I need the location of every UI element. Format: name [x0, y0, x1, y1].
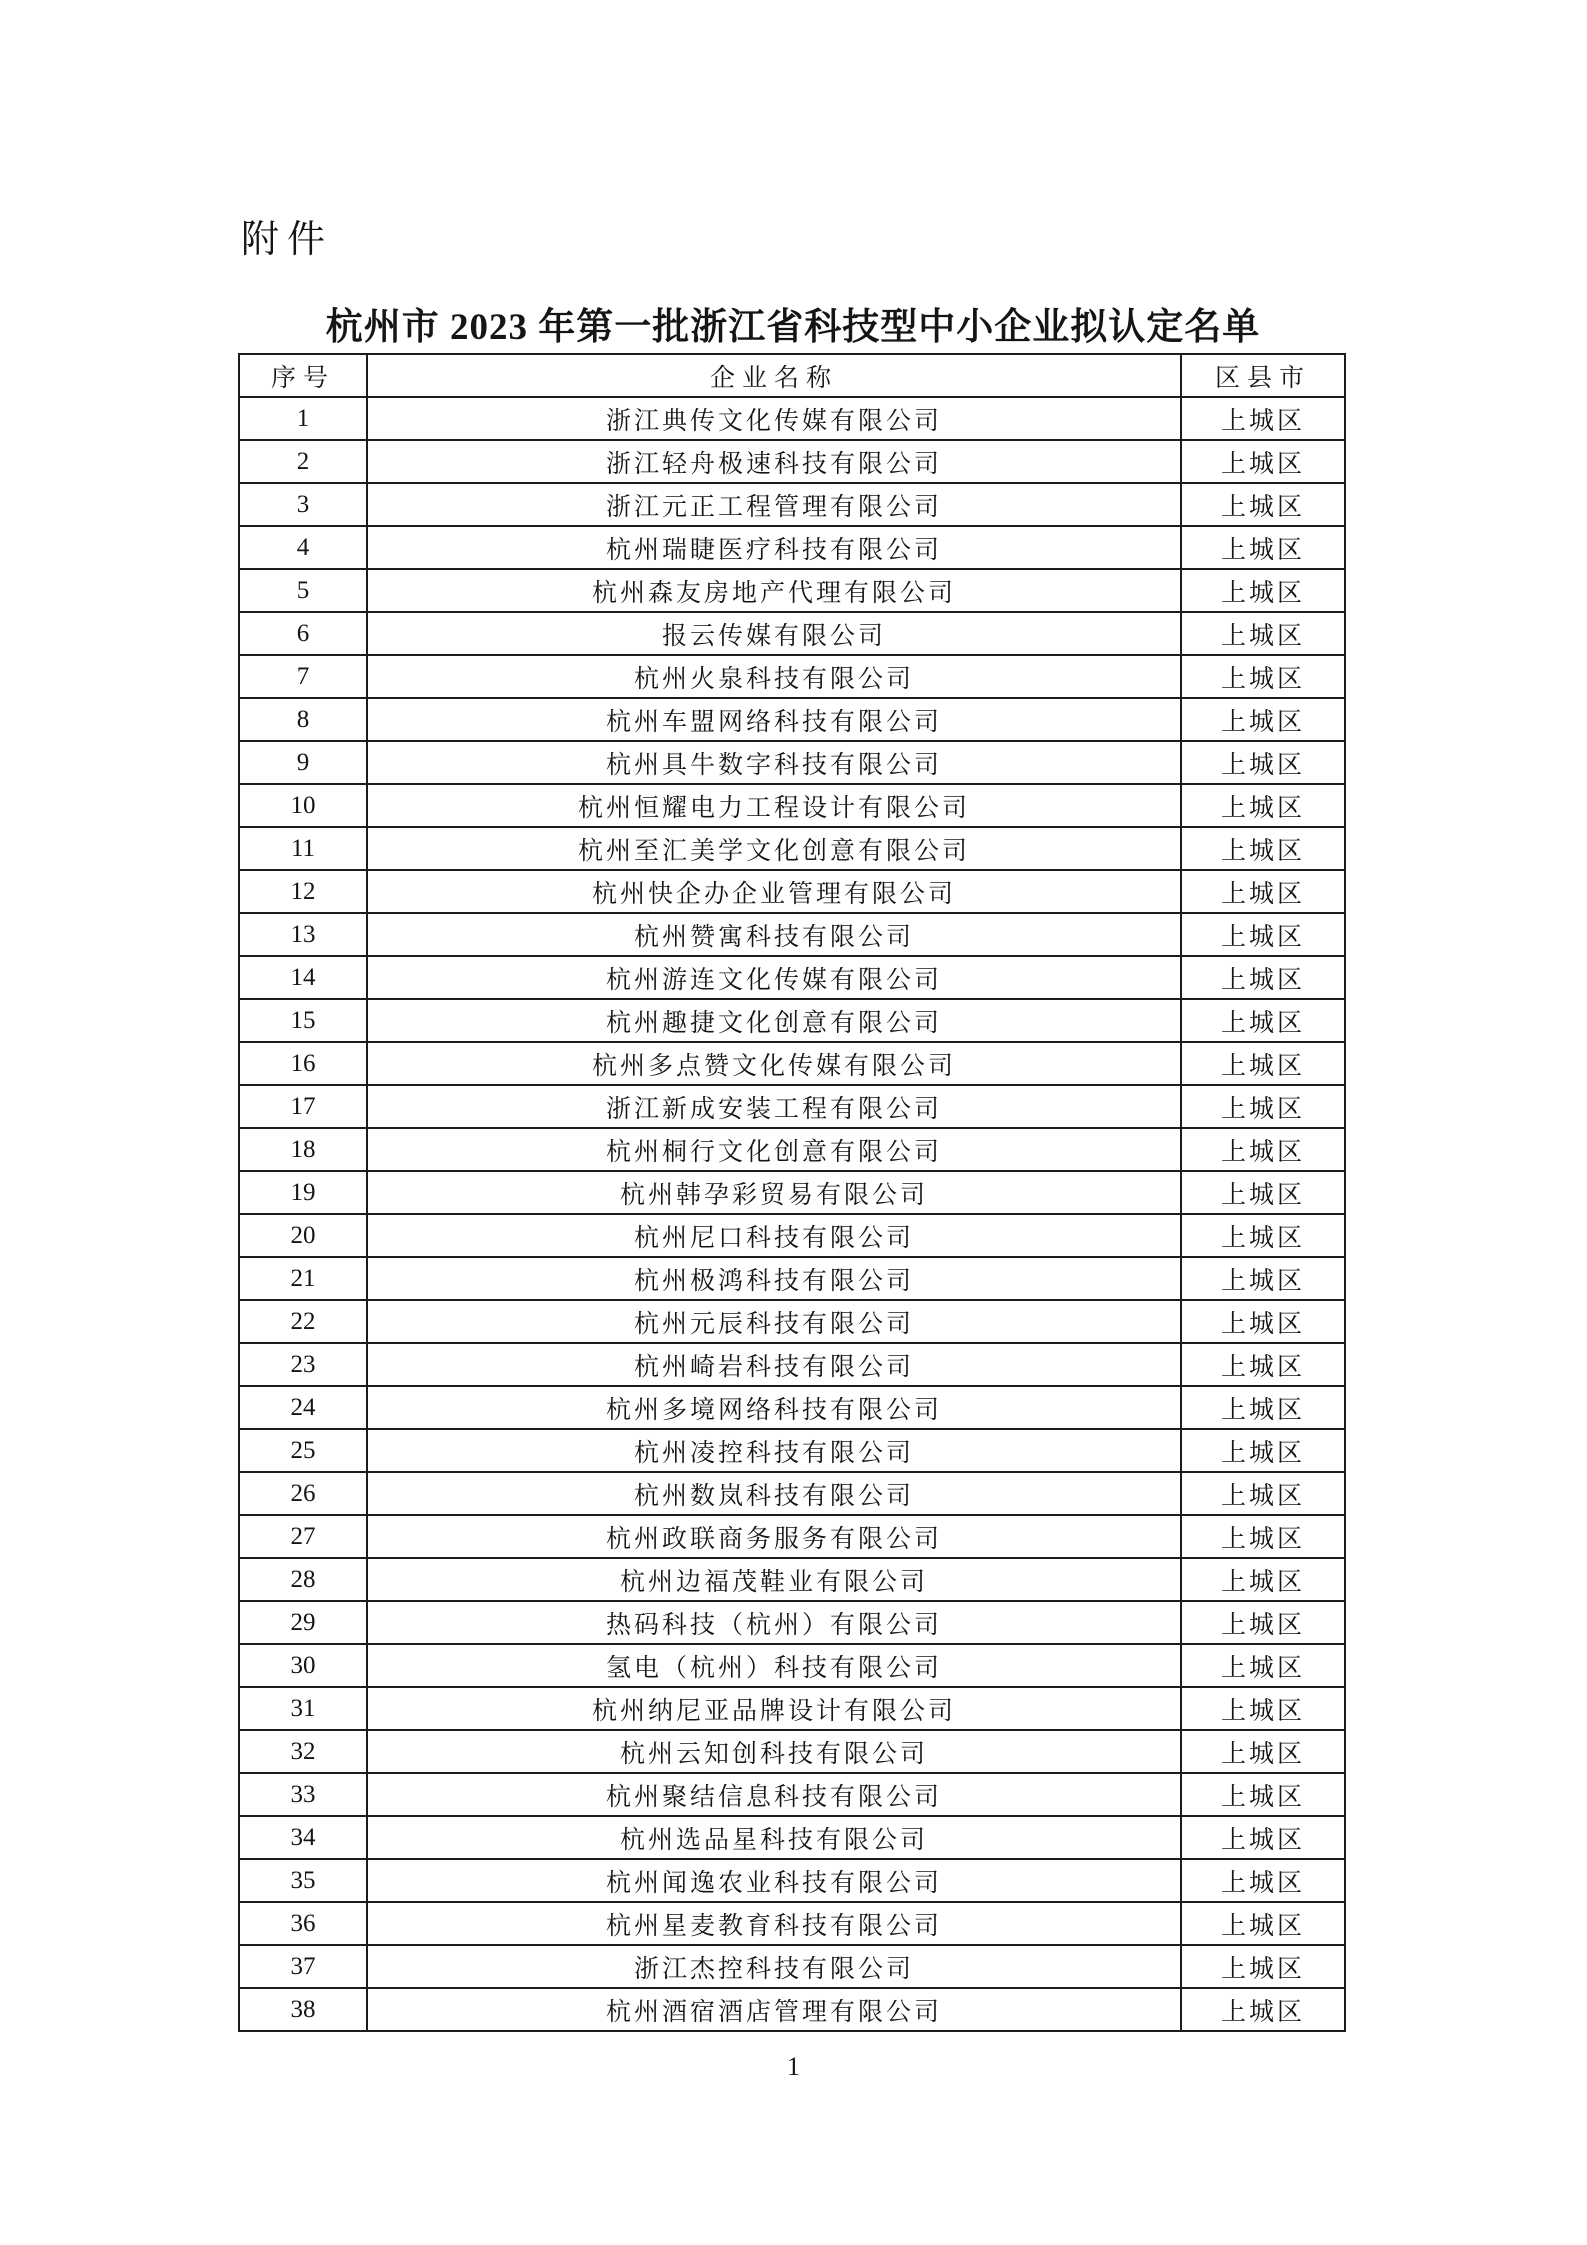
district-cell: 上城区 — [1181, 1558, 1345, 1601]
row-number-cell: 15 — [239, 999, 367, 1042]
row-number-cell: 10 — [239, 784, 367, 827]
company-name-cell: 浙江杰控科技有限公司 — [367, 1945, 1181, 1988]
page-number: 1 — [787, 2052, 800, 2081]
company-name-cell: 报云传媒有限公司 — [367, 612, 1181, 655]
district-cell: 上城区 — [1181, 1042, 1345, 1085]
row-number-cell: 24 — [239, 1386, 367, 1429]
district-cell: 上城区 — [1181, 440, 1345, 483]
row-number-cell: 38 — [239, 1988, 367, 2031]
row-number-cell: 21 — [239, 1257, 367, 1300]
company-name-cell: 杭州火泉科技有限公司 — [367, 655, 1181, 698]
company-name-cell: 杭州选品星科技有限公司 — [367, 1816, 1181, 1859]
company-name-cell: 氢电（杭州）科技有限公司 — [367, 1644, 1181, 1687]
district-cell: 上城区 — [1181, 1859, 1345, 1902]
district-cell: 上城区 — [1181, 1816, 1345, 1859]
company-name-cell: 杭州数岚科技有限公司 — [367, 1472, 1181, 1515]
table-row — [239, 1988, 1345, 2031]
table-row — [239, 1343, 1345, 1386]
row-number-cell: 3 — [239, 483, 367, 526]
district-cell: 上城区 — [1181, 1085, 1345, 1128]
row-number-cell: 9 — [239, 741, 367, 784]
table-row — [239, 698, 1345, 741]
company-name-cell: 杭州趣捷文化创意有限公司 — [367, 999, 1181, 1042]
district-cell: 上城区 — [1181, 827, 1345, 870]
district-cell: 上城区 — [1181, 1515, 1345, 1558]
district-cell: 上城区 — [1181, 569, 1345, 612]
district-cell: 上城区 — [1181, 913, 1345, 956]
company-name-cell: 杭州瑞睫医疗科技有限公司 — [367, 526, 1181, 569]
company-name-cell: 杭州多点赞文化传媒有限公司 — [367, 1042, 1181, 1085]
company-name-cell: 浙江轻舟极速科技有限公司 — [367, 440, 1181, 483]
company-name-cell: 杭州车盟网络科技有限公司 — [367, 698, 1181, 741]
row-number-cell: 22 — [239, 1300, 367, 1343]
district-cell: 上城区 — [1181, 612, 1345, 655]
company-name-cell: 杭州恒耀电力工程设计有限公司 — [367, 784, 1181, 827]
row-number-cell: 14 — [239, 956, 367, 999]
header-cell-company: 企业名称 — [367, 354, 1181, 397]
table-row — [239, 655, 1345, 698]
table-row — [239, 483, 1345, 526]
row-number-cell: 5 — [239, 569, 367, 612]
table-row — [239, 1171, 1345, 1214]
district-cell: 上城区 — [1181, 1730, 1345, 1773]
row-number-cell: 31 — [239, 1687, 367, 1730]
company-name-cell: 杭州桐行文化创意有限公司 — [367, 1128, 1181, 1171]
company-name-cell: 杭州纳尼亚品牌设计有限公司 — [367, 1687, 1181, 1730]
table-header-row — [239, 354, 1345, 397]
district-cell: 上城区 — [1181, 1773, 1345, 1816]
row-number-cell: 34 — [239, 1816, 367, 1859]
district-cell: 上城区 — [1181, 1343, 1345, 1386]
table-row — [239, 1601, 1345, 1644]
table-row — [239, 1902, 1345, 1945]
table-row — [239, 1300, 1345, 1343]
company-name-cell: 杭州云知创科技有限公司 — [367, 1730, 1181, 1773]
district-cell: 上城区 — [1181, 1945, 1345, 1988]
company-name-cell: 杭州韩孕彩贸易有限公司 — [367, 1171, 1181, 1214]
header-cell-district: 区县市 — [1181, 354, 1345, 397]
attachment-label: 附件 — [241, 219, 334, 261]
table-row — [239, 1386, 1345, 1429]
company-name-cell: 杭州极鸿科技有限公司 — [367, 1257, 1181, 1300]
district-cell: 上城区 — [1181, 1300, 1345, 1343]
row-number-cell: 35 — [239, 1859, 367, 1902]
company-name-cell: 杭州星麦教育科技有限公司 — [367, 1902, 1181, 1945]
row-number-cell: 1 — [239, 397, 367, 440]
company-name-cell: 杭州凌控科技有限公司 — [367, 1429, 1181, 1472]
table-row — [239, 1257, 1345, 1300]
table-row — [239, 913, 1345, 956]
district-cell: 上城区 — [1181, 1687, 1345, 1730]
company-name-cell: 杭州快企办企业管理有限公司 — [367, 870, 1181, 913]
table-row — [239, 1214, 1345, 1257]
table-row — [239, 1558, 1345, 1601]
table-row — [239, 870, 1345, 913]
company-name-cell: 杭州酒宿酒店管理有限公司 — [367, 1988, 1181, 2031]
row-number-cell: 26 — [239, 1472, 367, 1515]
row-number-cell: 28 — [239, 1558, 367, 1601]
row-number-cell: 16 — [239, 1042, 367, 1085]
table-row — [239, 1945, 1345, 1988]
table-row — [239, 1859, 1345, 1902]
row-number-cell: 4 — [239, 526, 367, 569]
companies-table — [238, 353, 1346, 2032]
table-row — [239, 1730, 1345, 1773]
district-cell: 上城区 — [1181, 698, 1345, 741]
row-number-cell: 7 — [239, 655, 367, 698]
row-number-cell: 23 — [239, 1343, 367, 1386]
district-cell: 上城区 — [1181, 1988, 1345, 2031]
company-name-cell: 杭州崎岩科技有限公司 — [367, 1343, 1181, 1386]
company-name-cell: 浙江新成安装工程有限公司 — [367, 1085, 1181, 1128]
district-cell: 上城区 — [1181, 999, 1345, 1042]
table-row — [239, 999, 1345, 1042]
row-number-cell: 37 — [239, 1945, 367, 1988]
table-row — [239, 526, 1345, 569]
company-name-cell: 杭州闻逸农业科技有限公司 — [367, 1859, 1181, 1902]
district-cell: 上城区 — [1181, 1128, 1345, 1171]
table-row — [239, 1644, 1345, 1687]
company-name-cell: 杭州具牛数字科技有限公司 — [367, 741, 1181, 784]
table-row — [239, 1429, 1345, 1472]
district-cell: 上城区 — [1181, 1601, 1345, 1644]
table-row — [239, 1042, 1345, 1085]
header-cell-no: 序号 — [239, 354, 367, 397]
company-name-cell: 杭州赞寓科技有限公司 — [367, 913, 1181, 956]
district-cell: 上城区 — [1181, 870, 1345, 913]
district-cell: 上城区 — [1181, 1386, 1345, 1429]
row-number-cell: 13 — [239, 913, 367, 956]
district-cell: 上城区 — [1181, 655, 1345, 698]
company-name-cell: 杭州元辰科技有限公司 — [367, 1300, 1181, 1343]
row-number-cell: 11 — [239, 827, 367, 870]
company-name-cell: 杭州聚结信息科技有限公司 — [367, 1773, 1181, 1816]
table-row — [239, 397, 1345, 440]
row-number-cell: 36 — [239, 1902, 367, 1945]
row-number-cell: 33 — [239, 1773, 367, 1816]
company-name-cell: 杭州多境网络科技有限公司 — [367, 1386, 1181, 1429]
row-number-cell: 17 — [239, 1085, 367, 1128]
table-row — [239, 1816, 1345, 1859]
district-cell: 上城区 — [1181, 956, 1345, 999]
row-number-cell: 8 — [239, 698, 367, 741]
table-row — [239, 1472, 1345, 1515]
table-row — [239, 741, 1345, 784]
district-cell: 上城区 — [1181, 1214, 1345, 1257]
district-cell: 上城区 — [1181, 1257, 1345, 1300]
table-row — [239, 1515, 1345, 1558]
table-row — [239, 1128, 1345, 1171]
row-number-cell: 19 — [239, 1171, 367, 1214]
district-cell: 上城区 — [1181, 526, 1345, 569]
row-number-cell: 18 — [239, 1128, 367, 1171]
row-number-cell: 27 — [239, 1515, 367, 1558]
company-name-cell: 杭州游连文化传媒有限公司 — [367, 956, 1181, 999]
table-row — [239, 1773, 1345, 1816]
company-name-cell: 热码科技（杭州）有限公司 — [367, 1601, 1181, 1644]
table-row — [239, 827, 1345, 870]
row-number-cell: 12 — [239, 870, 367, 913]
district-cell: 上城区 — [1181, 1171, 1345, 1214]
district-cell: 上城区 — [1181, 741, 1345, 784]
table-row — [239, 1085, 1345, 1128]
row-number-cell: 29 — [239, 1601, 367, 1644]
company-name-cell: 浙江典传文化传媒有限公司 — [367, 397, 1181, 440]
company-name-cell: 杭州边福茂鞋业有限公司 — [367, 1558, 1181, 1601]
table-row — [239, 956, 1345, 999]
row-number-cell: 32 — [239, 1730, 367, 1773]
table-row — [239, 784, 1345, 827]
company-name-cell: 杭州尼口科技有限公司 — [367, 1214, 1181, 1257]
row-number-cell: 2 — [239, 440, 367, 483]
district-cell: 上城区 — [1181, 397, 1345, 440]
page-title: 杭州市 2023 年第一批浙江省科技型中小企业拟认定名单 — [325, 307, 1261, 348]
table-row — [239, 1687, 1345, 1730]
row-number-cell: 30 — [239, 1644, 367, 1687]
district-cell: 上城区 — [1181, 1472, 1345, 1515]
district-cell: 上城区 — [1181, 784, 1345, 827]
row-number-cell: 25 — [239, 1429, 367, 1472]
companies-table-body — [239, 397, 1345, 2031]
district-cell: 上城区 — [1181, 1644, 1345, 1687]
company-name-cell: 杭州至汇美学文化创意有限公司 — [367, 827, 1181, 870]
table-row — [239, 569, 1345, 612]
row-number-cell: 20 — [239, 1214, 367, 1257]
row-number-cell: 6 — [239, 612, 367, 655]
table-row — [239, 440, 1345, 483]
company-name-cell: 杭州森友房地产代理有限公司 — [367, 569, 1181, 612]
district-cell: 上城区 — [1181, 1429, 1345, 1472]
company-name-cell: 浙江元正工程管理有限公司 — [367, 483, 1181, 526]
district-cell: 上城区 — [1181, 1902, 1345, 1945]
district-cell: 上城区 — [1181, 483, 1345, 526]
table-row — [239, 612, 1345, 655]
company-name-cell: 杭州政联商务服务有限公司 — [367, 1515, 1181, 1558]
